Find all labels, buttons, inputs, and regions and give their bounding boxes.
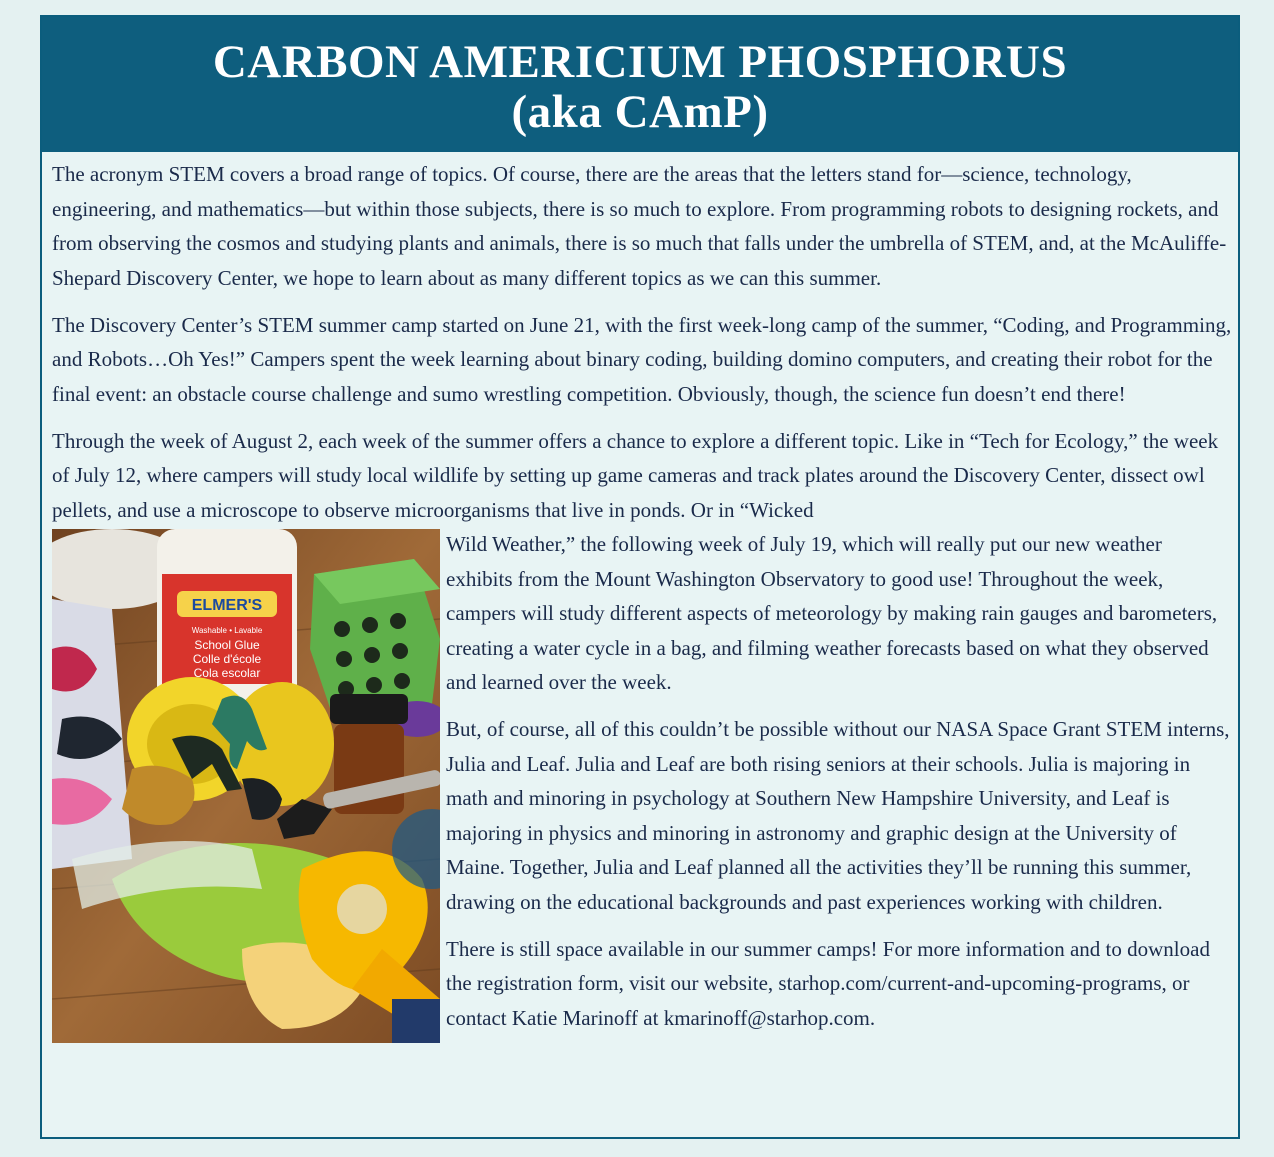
- paragraph-interns: But, of course, all of this couldn’t be possible without our NASA Space Grant STEM interns, Julia and Leaf. Julia and Leaf are both rising seniors at their schools. Julia is majoring in math and minoring in psychology at Southern New Hampshire University, and Leaf is majoring in physics and minoring in astronomy and graphic design at the University of Maine. Together, Julia and Leaf planned all the activities they’ll be running this summer, drawing on the educational backgrounds and past experiences working with children.: [446, 717, 1230, 914]
- glue-label-1: Washable • Lavable: [191, 626, 263, 635]
- camp-supplies-photo: [52, 529, 440, 1043]
- title-line-2: (aka CAmP): [511, 86, 769, 138]
- photo-illustration: [52, 529, 440, 1043]
- glue-label-4: Cola escolar: [193, 666, 261, 680]
- title-line-1: CARBON AMERICIUM PHOSPHORUS: [212, 36, 1068, 88]
- glue-label-2: School Glue: [194, 638, 260, 652]
- green-foam-die: [310, 559, 440, 714]
- glue-brand-text: ELMER'S: [191, 597, 263, 614]
- paragraph-coding-camp: The Discovery Center’s STEM summer camp started on June 21, with the first week-long camp of the summer, “Coding, and Programming, and Robots…Oh Yes!” Campers spent the week learning about binary coding, building domino computers, and creating their robot for the final event: an obstacle course challenge and sumo wrestling competition. Obviously, though, the science fun doesn’t end there!: [52, 312, 1232, 406]
- paragraph-registration: There is still space available in our summer camps! For more information and to download the registration form, visit our website, starhop.com/current-and-upcoming-programs, or contact Katie Marinoff at kmarinoff@starhop.com.: [446, 936, 1210, 1030]
- paragraph-intro: The acronym STEM covers a broad range of topics. Of course, there are the areas that the letters stand for—science, technology, engineering, and mathematics—but within those subjects, there is so much to explore. From programming robots to designing rockets, and from observing the cosmos and studying plants and animals, there is so much that falls under the umbrella of STEM, and, at the McAuliffe-Shepard Discovery Center, we hope to learn about as many different topics as we can this summer.: [52, 162, 1227, 290]
- paragraph-weekly-topics: Through the week of August 2, each week of the summer offers a chance to explore a different topic. Like in “Tech for Ecology,” the week of July 12, where campers will study local wildlife by setting up game cameras and track plates around the Discovery Center, dissect owl pellets, and use a microscope to observe microorganisms that live in ponds. Or in “Wicked: [52, 428, 1219, 522]
- article-frame: [40, 15, 1240, 1139]
- title-banner: [42, 17, 1238, 152]
- paragraph-weather-camp: Wild Weather,” the following week of July 19, which will really put our new weather exhibits from the Mount Washington Observatory to good use! Throughout the week, campers will study different aspects of meteorology by making rain gauges and barometers, creating a water cycle in a bag, and filming weather forecasts based on what they observed and learned over the week.: [446, 532, 1218, 694]
- glue-label-3: Colle d'école: [192, 652, 262, 666]
- article-body: [52, 157, 1232, 1048]
